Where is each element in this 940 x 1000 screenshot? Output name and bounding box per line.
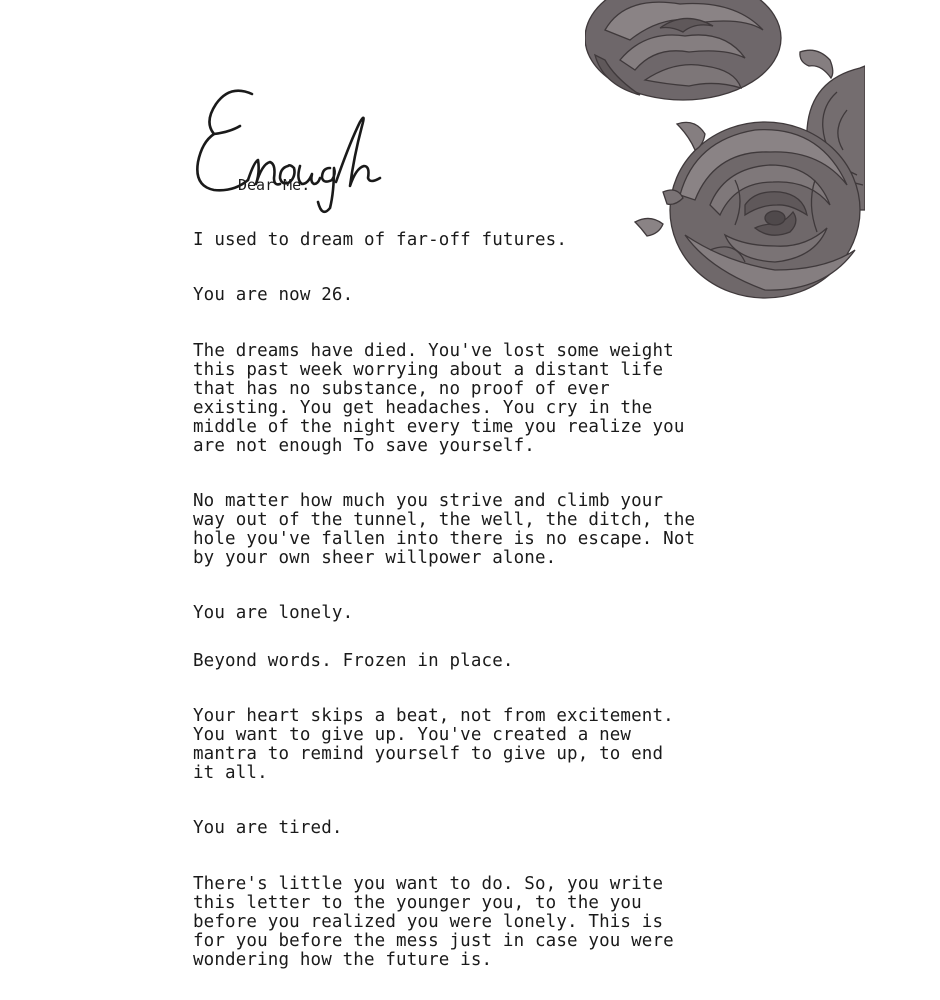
title-script-lettering	[190, 82, 390, 217]
letter-paragraph: No matter how much you strive and climb your way out of the tunnel, the well, the ditch, the hole you've fallen into there is no escape. Not by your own sheer willpower alone.	[193, 491, 696, 568]
letter-paragraph: Beyond words. Frozen in place.	[193, 651, 514, 671]
rose-illustration	[585, 0, 865, 305]
letter-paragraph: You are lonely.	[193, 603, 354, 623]
letter-paragraph: There's little you want to do. So, you write this letter to the younger you, to the you before you realized you were lonely. This is for you before the mess just in case you were wondering how the future is.	[193, 874, 674, 970]
letter-paragraph: I used to dream of far-off futures.	[193, 230, 568, 250]
letter-paragraph: The dreams have died. You've lost some weight this past week worrying about a distant life that has no substance, no proof of ever existing. You get headaches. You cry in the middle of the night every time you realize you are not enough To save yourself.	[193, 341, 685, 456]
letter-paragraph: You are tired.	[193, 818, 343, 838]
letter-paragraph: You are now 26.	[193, 285, 354, 305]
letter-salutation: Dear Me.	[238, 176, 311, 194]
letter-paragraph: Your heart skips a beat, not from excitement. You want to give up. You've created a new mantra to remind yourself to give up, to end it all.	[193, 706, 674, 783]
